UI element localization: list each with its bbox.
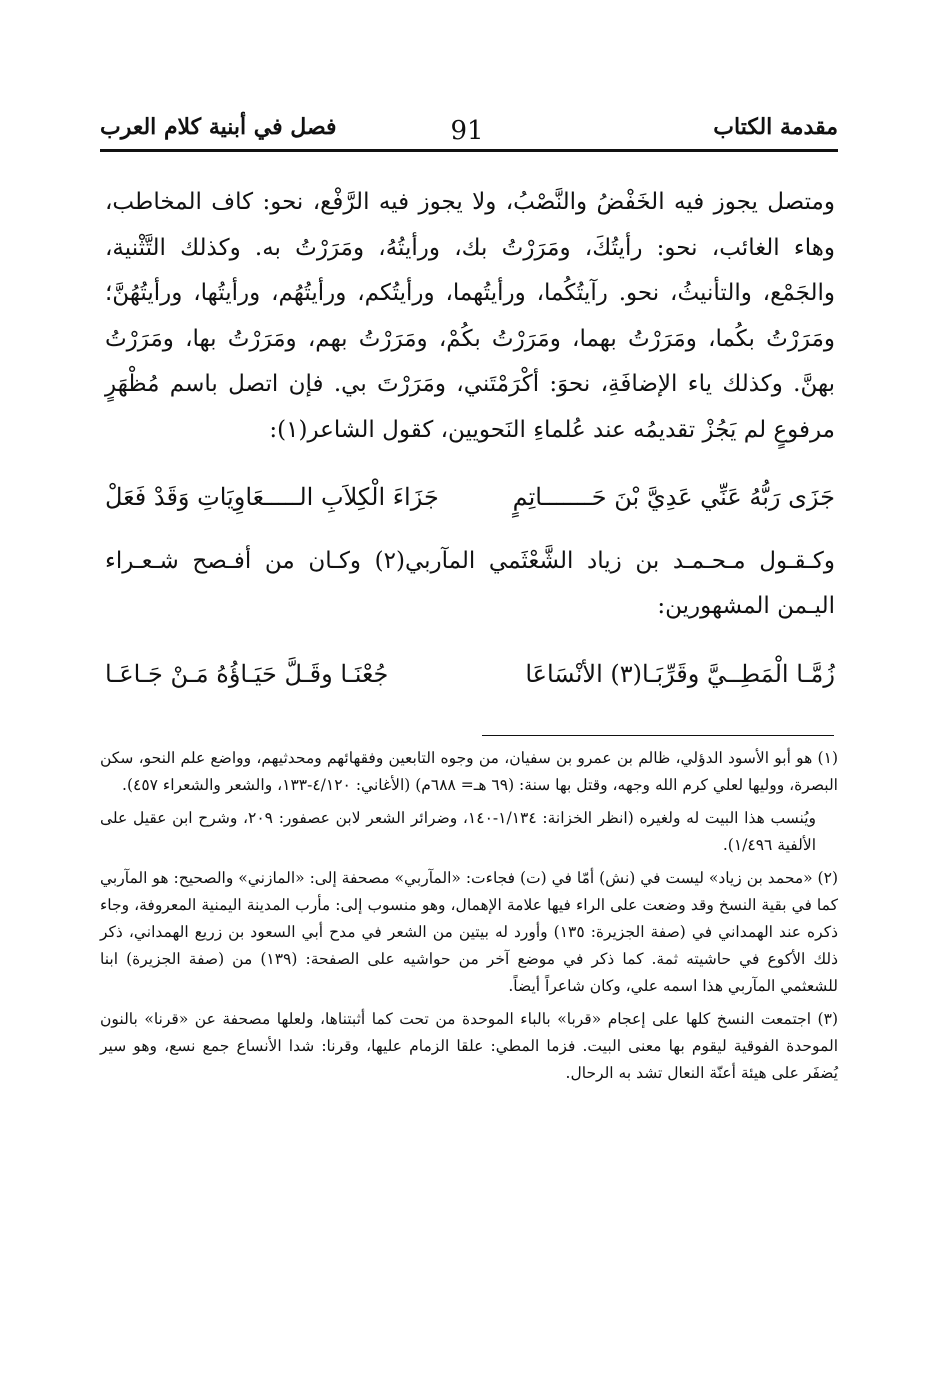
footnote-1-continued: ويُنسب هذا البيت له ولغيره (انظر الخزانة: ١/١٣٤-١٤٠، وضرائر الشعر لابن عصفور: ٢٠٩، وشرح ابن عقيل على الألفية ١/٤٩٦).	[100, 809, 817, 854]
verse-2-second-hemistich: جُعْنَـا وقَـلَّ حَيَـاؤُهُ مَـنْ جَـاعَـا	[105, 659, 389, 688]
header-rule	[100, 149, 838, 152]
verse-1-second-hemistich: جَزَاءَ الْكِلاَبِ الـــــعَاوِيَاتِ وَقَدْ فَعَلْ	[105, 483, 439, 511]
main-text	[105, 180, 835, 715]
chapter-title: مقدمة الكتاب	[713, 114, 838, 140]
verse-1	[105, 475, 835, 521]
paragraph-2: وكـقـول مـحـمـد بن زياد الشَّعْثَمي المآربي(٢) وكـان من أفـصح شـعـراء اليـمن المشهورين:	[105, 547, 835, 619]
section-title: فصل في أبنية كلام العرب	[100, 114, 337, 140]
footnotes	[100, 745, 838, 1093]
footnote-1: (١) هو أبو الأسود الدؤلي، ظالم بن عمرو بن سفيان، من وجوه التابعين وفقهائهم ومحدثيهم، وواضع علم النحو، سكن البصرة، ووليها لعلي كرم الله وجهه، وقتل بها سنة: (٦٩ هـ= ٦٨٨م) (الأغاني: ٤/١٢٠-١٣٣، والشعر والشعراء ٤٥٧).	[100, 749, 838, 794]
verse-2	[105, 652, 835, 698]
verse-2-first-hemistich: زُمَّـا الْمَطِــيَّ وقَرِّبَـا(٣) الأنْسَاعَا	[525, 659, 835, 688]
page-number: 91	[450, 116, 484, 146]
footnote-2: (٢) «محمد بن زياد» ليست في (نش) أمّا في (ت) فجاءت: «المآربي» مصحفة إلى: «المازني» والصحيح: هو المآربي كما في بقية النسخ وقد وضعت على الراء فيها علامة الإهمال، وهو منسوب إلى: مأرب المدينة اليمنية المعروفة، وجاء ذكره عند الهمداني في (صفة الجزيرة: ١٣٥) وأورد له بيتين من الشعر في مدح أبي السعود بن زريع الهمداني، ذكر ذلك الأكوع في حاشيته ثمة. كما ذكر في موضع آخر من حواشيه على الصفحة: (١٣٩) من (صفة الجزيرة) ابنا للشعثمي المآربي هذا اسمه علي، وكان شاعراً أيضاً.	[100, 869, 839, 995]
paragraph-1: ومتصل يجوز فيه الخَفْضُ والنَّصْبُ، ولا يجوز فيه الرَّفْع، نحو: كاف المخاطب، وهاء الغائب، نحو: رأيتُكَ، ومَرَرْتُ بك، ورأيتُهُ، ومَرَرْتُ به. وكذلك التَّثْنية، والجَمْع، والتأنيثُ، نحو. رآيتُكُما، ورأيتُهما، ورأيتُكم، ورأيتُهُم، ورأيتُها، ورأيتُهُنَّ؛ ومَرَرْتُ بكُما، ومَرَرْتُ بهما، ومَرَرْتُ بكُمْ، ومَرَرْتُ بهم، ومَرَرْتُ بها، ومَرَرْتُ بهنَّ. وكذلك ياء الإضافَةِ، نحوَ: أكْرَمْتَني، ومَرَرْتَ بي. فإن اتصل باسم مُظْهَرٍ مرفوعٍ لم يَجُزْ تقديمُه عند عُلماءِ النَحويين، كقول الشاعر(١):	[105, 189, 835, 443]
page-header	[100, 108, 838, 150]
verse-1-first-hemistich: جَزَى رَبُّهُ عَنِّي عَدِيَّ بْنَ حَـــــــاتِمٍ	[512, 483, 835, 511]
footnote-3: (٣) اجتمعت النسخ كلها على إعجام «قربا» بالباء الموحدة من تحت كما أثبتناها، ولعلها مصحفة عن «قرنا» بالنون الموحدة الفوقية ليقوم بها معنى البيت. فزما المطي: علقا الزمام عليها، وقرنا: شدا الأنساع جمع نسع، وهو سير يُضفَر على هيئة أعنّة النعال تشد به الرحال.	[100, 1010, 838, 1082]
footnote-separator	[482, 735, 834, 736]
